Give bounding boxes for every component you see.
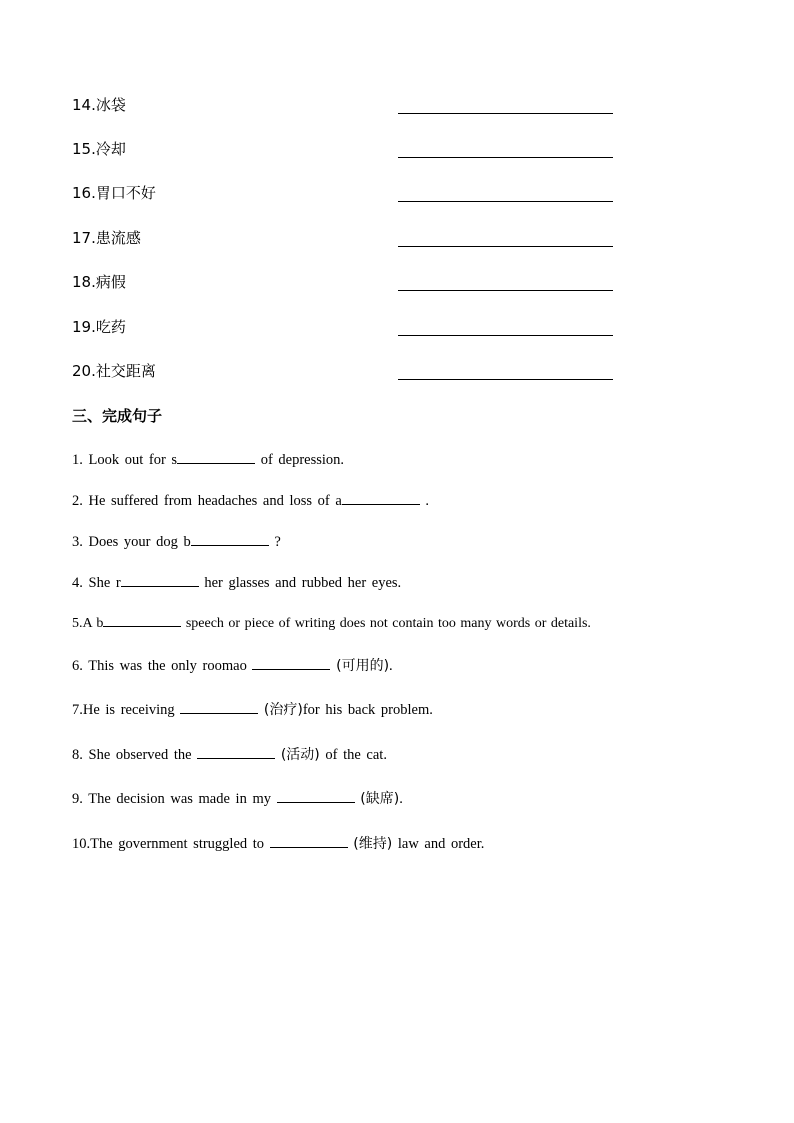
vocab-item-19 [72,317,632,341]
sentence-text-before: 6. This was the only roomao [72,658,253,674]
answer-blank[interactable] [342,492,420,505]
chinese-hint: (可用的) [336,658,390,674]
answer-blank[interactable] [270,835,348,848]
answer-blank[interactable] [191,533,269,546]
vocab-label: 20.社交距离 [72,362,156,380]
vocab-label: 16.胃口不好 [72,184,156,202]
sentence-text-after: . [399,791,403,807]
vocab-label: 18.病假 [72,273,126,291]
sentence-text-after: ? [268,534,281,550]
answer-blank[interactable] [121,574,199,587]
answer-line[interactable] [398,113,613,114]
answer-blank[interactable] [180,701,258,714]
answer-line[interactable] [398,379,613,380]
sentence-text-after: of depression. [255,452,345,468]
sentence-text-before: 1. Look out for s [72,452,178,468]
sentence-item-5 [72,614,591,634]
chinese-hint: (缺席) [360,791,400,807]
sentence-text-before: 7.He is receiving [72,702,181,718]
sentence-text-before: 8. She observed the [72,747,198,763]
sentence-text-after: of the cat. [319,747,387,763]
answer-blank[interactable] [252,657,330,670]
sentence-item-1 [72,450,344,470]
sentence-text-after: . [389,658,393,674]
sentence-text-after: her glasses and rubbed her eyes. [198,575,402,591]
answer-line[interactable] [398,290,613,291]
vocab-item-15 [72,139,632,163]
sentence-item-8 [72,745,387,765]
sentence-text-after: law and order. [392,836,485,852]
sentence-item-3 [72,532,281,552]
vocab-item-20 [72,361,632,385]
vocab-item-18 [72,272,632,296]
answer-line[interactable] [398,246,613,247]
sentence-item-10 [72,834,484,854]
sentence-text-before: 3. Does your dog b [72,534,191,550]
sentence-item-4 [72,573,401,593]
sentence-text-after: speech or piece of writing does not contain too many words or details. [181,616,591,631]
answer-line[interactable] [398,335,613,336]
chinese-hint: (维持) [353,836,393,852]
answer-blank[interactable] [177,451,255,464]
sentence-text-after: for his back problem. [302,702,433,718]
sentence-item-6 [72,656,393,676]
sentence-item-9 [72,789,403,809]
vocab-label: 19.吃药 [72,318,126,336]
vocab-label: 17.患流感 [72,229,141,247]
sentence-text-before: 4. She r [72,575,121,591]
vocab-label: 15.冷却 [72,140,126,158]
sentence-item-7 [72,700,433,720]
section-title: 三、完成句子 [72,407,163,425]
sentence-text-before: 2. He suffered from headaches and loss of a [72,493,342,509]
answer-line[interactable] [398,157,613,158]
vocab-item-17 [72,228,632,252]
sentence-text-before: 9. The decision was made in my [72,791,277,807]
vocab-item-14 [72,95,632,119]
chinese-hint: (活动) [280,747,320,763]
sentence-text-before: 10.The government struggled to [72,836,270,852]
chinese-hint: (治疗) [263,702,303,718]
answer-line[interactable] [398,201,613,202]
answer-blank[interactable] [103,614,181,627]
sentence-text-after: . [419,493,430,509]
sentence-item-2 [72,491,429,511]
answer-blank[interactable] [277,790,355,803]
sentence-text-before: 5.A b [72,616,104,631]
vocab-item-16 [72,183,632,207]
answer-blank[interactable] [197,746,275,759]
vocab-label: 14.冰袋 [72,96,126,114]
